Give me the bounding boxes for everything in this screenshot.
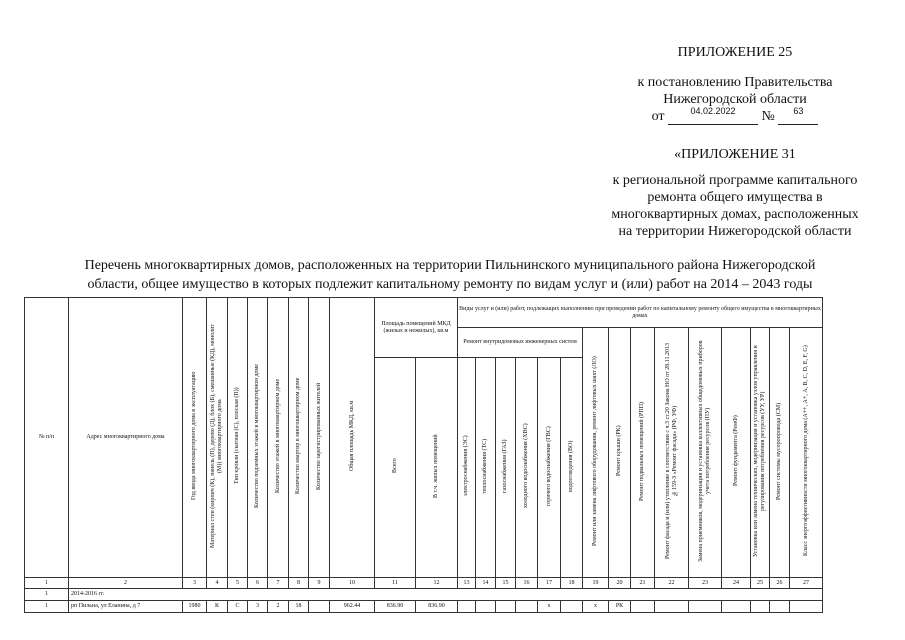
- title-line-2: области, общее имущество в которых подлежит капитальному ремонту по видам услуг и (или) работ на 2014 – 2043 годы: [87, 277, 813, 292]
- col-header-control-units: Установка или замена технических, модернизация и установка узлов управления и регулирования потребления ресурсов (УУ, УР): [751, 328, 770, 578]
- column-number: 14: [476, 578, 496, 589]
- cell-residents: [309, 601, 330, 613]
- cell-smoke: [751, 601, 770, 613]
- col-header-heating: теплоснабжения (ТС): [476, 358, 496, 578]
- col-header-year: Год ввода многоквартирного дома в эксплуатацию: [183, 298, 207, 578]
- decree-reference: [585, 74, 885, 125]
- col-header-roof: Тип кровли (скатная (С), плоская (П)): [228, 298, 248, 578]
- period-label: 2014-2016 гг.: [69, 589, 823, 601]
- appendix-31-title: [585, 146, 885, 163]
- number-value: 63: [793, 106, 804, 116]
- column-number: 4: [207, 578, 228, 589]
- column-number: 12: [416, 578, 458, 589]
- column-number: 16: [516, 578, 538, 589]
- cell-meters: [689, 601, 722, 613]
- col-header-works-group: Виды услуг и (или) работ, подлежащих выполнению при проведении работ по капитальному ремонту общего имущества в многоквартирных домах: [458, 298, 823, 328]
- appendix-31-label: «ПРИЛОЖЕНИЕ 31: [674, 147, 796, 162]
- cell-year: 1980: [183, 601, 207, 613]
- col-header-basement: Ремонт подвальных помещений (РПП): [631, 328, 655, 578]
- cell-underground: 3: [248, 601, 268, 613]
- cell-facade: [655, 601, 689, 613]
- column-number: 17: [538, 578, 561, 589]
- cell-basement: [631, 601, 655, 613]
- column-number: 5: [228, 578, 248, 589]
- title-line-1: Перечень многоквартирных домов, расположенных на территории Пильнинского муниципального района Нижегородской: [84, 258, 816, 273]
- cell-roofrep: РК: [609, 601, 631, 613]
- houses-table: [24, 297, 823, 613]
- col-header-foundation: Ремонт фундамента (РемФ): [722, 328, 751, 578]
- column-number: 21: [631, 578, 655, 589]
- period-num: 1: [25, 589, 69, 601]
- cell-flats: 18: [289, 601, 309, 613]
- decree-line-1: к постановлению Правительства: [637, 75, 833, 90]
- cell-address: рп Пильна, ул Еланина, д 7: [69, 601, 183, 613]
- col-header-lift: Ремонт или замена лифтового оборудования, ремонт лифтовых шахт (ЛО): [583, 328, 609, 578]
- col-header-cold-water: холодного водоснабжения (ХВС): [516, 358, 538, 578]
- cell-heat: [476, 601, 496, 613]
- cell-lift: х: [583, 601, 609, 613]
- cell-gas: [496, 601, 516, 613]
- column-number: 26: [770, 578, 790, 589]
- number-line: [778, 106, 818, 125]
- cell-total-area: 962.44: [330, 601, 375, 613]
- cell-roof: С: [228, 601, 248, 613]
- cell-walls: К: [207, 601, 228, 613]
- column-numbers-row: [25, 578, 823, 589]
- column-number: 23: [689, 578, 722, 589]
- col-header-energy-class: Класс энергоэффективности многоквартирного дома (А++, А+, А, В, С, D, E, F, G): [790, 328, 823, 578]
- col-header-gas: газоснабжения (ГАЗ): [496, 358, 516, 578]
- date-line: [668, 106, 758, 125]
- cell-hot: х: [538, 601, 561, 613]
- column-number: 19: [583, 578, 609, 589]
- col-header-total-area: Общая площадь МКД, кв.м: [330, 298, 375, 578]
- column-number: 24: [722, 578, 751, 589]
- cell-num: 1: [25, 601, 69, 613]
- cell-chute: [770, 601, 790, 613]
- column-number: 7: [268, 578, 289, 589]
- decree-line-2: Нижегородской области: [663, 92, 807, 107]
- program-line-4: на территории Нижегородской области: [618, 224, 852, 239]
- column-number: 8: [289, 578, 309, 589]
- column-number: 9: [309, 578, 330, 589]
- column-number: 2: [69, 578, 183, 589]
- column-number: 1: [25, 578, 69, 589]
- col-header-chute: Ремонт системы мусоропровода (СМ): [770, 328, 790, 578]
- appendix-25-label: ПРИЛОЖЕНИЕ 25: [677, 45, 793, 60]
- col-header-area-living: В т.ч. жилых помещений: [416, 358, 458, 578]
- col-header-roof-repair: Ремонт крыши (РК): [609, 328, 631, 578]
- from-label: от: [651, 109, 665, 124]
- program-line-2: ремонта общего имущества в: [647, 190, 823, 205]
- column-number: 10: [330, 578, 375, 589]
- col-header-num: № п/п: [25, 298, 69, 578]
- cell-area-living: 836.90: [416, 601, 458, 613]
- col-header-sewerage: водоотведения (ВО): [561, 358, 583, 578]
- cell-elec: [458, 601, 476, 613]
- col-header-residents: Количество зарегистрированных жителей: [309, 298, 330, 578]
- program-line-1: к региональной программе капитального: [612, 173, 858, 188]
- date-value: 04.02.2022: [690, 106, 736, 116]
- col-header-hot-water: горячего водоснабжения (ГВС): [538, 358, 561, 578]
- column-number: 6: [248, 578, 268, 589]
- col-header-facade: Ремонт фасада и (или) утепление в соответствии с ч.3 ст.20 Закона НО от 28.11.2013 №159-З «Ремонт фасада» (РФ, УФ): [655, 328, 689, 578]
- cell-cold: [516, 601, 538, 613]
- cell-foundation: [722, 601, 751, 613]
- col-header-flats: Количество квартир в многоквартирном доме: [289, 298, 309, 578]
- program-line-3: многоквартирных домах, расположенных: [611, 207, 859, 222]
- col-header-walls: Материал стен (кирпич (К), панель (П), дерево (Д), блок (Б), смешанные (КД), монолит (М)) многоквартирного дома: [207, 298, 228, 578]
- cell-sewer: [561, 601, 583, 613]
- table-row: [25, 601, 823, 613]
- column-number: 22: [655, 578, 689, 589]
- period-row: [25, 589, 823, 601]
- document-title: [20, 256, 880, 294]
- col-header-underground: Количество подземных этажей в многоквартирном доме: [248, 298, 268, 578]
- column-number: 18: [561, 578, 583, 589]
- column-number: 27: [790, 578, 823, 589]
- col-header-area-all: Всего: [375, 358, 416, 578]
- column-number: 25: [751, 578, 770, 589]
- column-number: 20: [609, 578, 631, 589]
- column-number: 13: [458, 578, 476, 589]
- cell-energy: [790, 601, 823, 613]
- col-header-electricity: электроснабжения (ЭС): [458, 358, 476, 578]
- cell-area-all: 836.90: [375, 601, 416, 613]
- col-header-area-group: Площадь помещений МКД (жилых и нежилых), кв.м: [375, 298, 458, 358]
- col-header-floors: Количество этажей в многоквартирном доме: [268, 298, 289, 578]
- col-header-address: Адрес многоквартирного дома: [69, 298, 183, 578]
- column-number: 11: [375, 578, 416, 589]
- program-reference: [585, 172, 885, 240]
- number-label: №: [761, 109, 775, 124]
- column-number: 15: [496, 578, 516, 589]
- cell-floors: 2: [268, 601, 289, 613]
- col-header-meters: Замена приемников, модернизация и установка коллективных общедомовых приборов учета потребления ресурсов (ПУ): [689, 328, 722, 578]
- col-header-engineering-group: Ремонт внутридомовых инженерных систем: [458, 328, 583, 358]
- column-number: 3: [183, 578, 207, 589]
- decree-date-number: [585, 108, 885, 125]
- appendix-25-title: [585, 44, 885, 61]
